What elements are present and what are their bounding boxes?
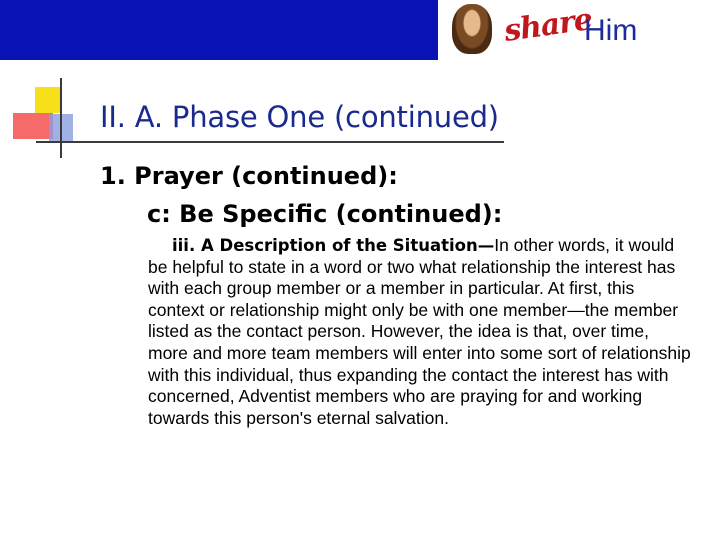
share-him-logo	[438, 0, 720, 60]
header-banner	[0, 0, 438, 60]
section-heading: 1. Prayer (continued):	[100, 162, 398, 190]
decor-yellow-square	[35, 87, 61, 113]
body-lead: iii. A Description of the Situation—	[172, 236, 495, 255]
subsection-heading: c: Be Specific (continued):	[147, 200, 503, 228]
title-underline	[36, 141, 504, 143]
logo-him-text: Him	[584, 14, 638, 47]
logo-share-text: share	[501, 2, 595, 49]
jesus-portrait-image	[452, 4, 492, 54]
decor-vertical-line	[60, 78, 62, 158]
body-paragraph	[148, 235, 693, 429]
slide-title: II. A. Phase One (continued)	[100, 100, 499, 134]
body-text: In other words, it would be helpful to state in a word or two what relationship the interest has with each group member or a member in particular. At first, this context or relationship might only be with one member—the member listed as the contact person. However, the idea is that, over time, more and more team members will enter into some sort of relationship with this individual, thus expanding the contact the interest has with concerned, Adventist members who are praying for and working towards this person's eternal salvation.	[148, 235, 691, 428]
decor-red-square	[13, 113, 53, 139]
